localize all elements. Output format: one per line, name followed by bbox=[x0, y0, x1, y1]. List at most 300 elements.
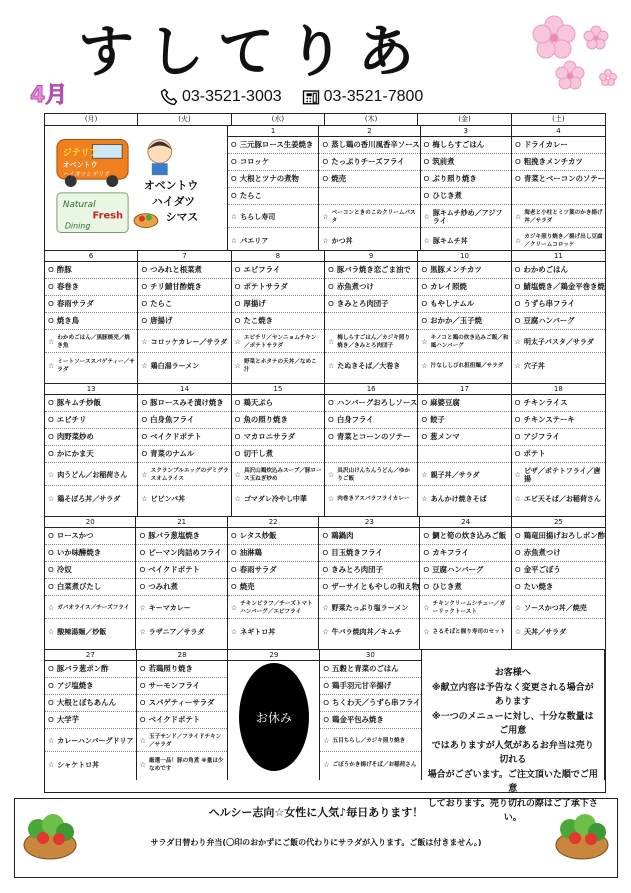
menu-item[interactable] bbox=[232, 279, 324, 296]
menu-item[interactable] bbox=[512, 562, 605, 579]
menu-item-label: ひじき煮 bbox=[432, 191, 462, 200]
set-menu[interactable] bbox=[45, 596, 135, 619]
set-menu[interactable] bbox=[232, 353, 324, 376]
set-menu[interactable] bbox=[512, 228, 605, 251]
set-menu[interactable] bbox=[136, 596, 226, 619]
set-menu[interactable] bbox=[418, 353, 510, 376]
menu-item-label: かにかま天 bbox=[56, 449, 94, 458]
day-cell bbox=[232, 251, 325, 383]
set-menu[interactable] bbox=[325, 330, 417, 353]
menu-item[interactable] bbox=[325, 446, 417, 463]
star-icon: ☆ bbox=[328, 338, 335, 346]
menu-item[interactable] bbox=[138, 262, 230, 279]
set-menu[interactable] bbox=[228, 596, 318, 619]
set-menu[interactable] bbox=[232, 486, 324, 509]
menu-item[interactable] bbox=[137, 661, 228, 678]
set-menu[interactable] bbox=[228, 619, 318, 642]
menu-item-label: 冷奴 bbox=[56, 565, 72, 574]
menu-item[interactable] bbox=[45, 296, 137, 313]
menu-item[interactable] bbox=[228, 545, 318, 562]
menu-item[interactable] bbox=[512, 395, 605, 412]
star-icon: ☆ bbox=[421, 338, 428, 346]
menu-item[interactable] bbox=[420, 579, 510, 596]
day-number: 14 bbox=[138, 384, 230, 395]
footer-headline: ヘルシー志向☆女性に人気♪毎日あります！ bbox=[208, 806, 424, 819]
set-menu-label: 玉子サンド／フライドチキン／サラダ bbox=[149, 734, 222, 748]
star-icon: ☆ bbox=[423, 604, 430, 612]
menu-item[interactable] bbox=[421, 188, 511, 205]
menu-item[interactable] bbox=[45, 712, 136, 729]
menu-item-label: 豆腐ハンバーグ bbox=[432, 565, 484, 574]
set-menu-label: ごぼうかき揚げそば／お稲荷さん bbox=[332, 761, 417, 768]
item-mark: O bbox=[48, 265, 54, 274]
day-number: 27 bbox=[45, 650, 136, 661]
menu-item-label: ロースかつ bbox=[56, 531, 94, 540]
set-menu[interactable] bbox=[418, 486, 510, 509]
item-mark: O bbox=[423, 191, 430, 200]
set-menu[interactable] bbox=[420, 619, 510, 642]
day-cell bbox=[418, 251, 511, 383]
menu-item-label: いか味醂焼き bbox=[56, 548, 102, 557]
item-mark: O bbox=[423, 531, 430, 540]
menu-item-label: 青菜とコーンのソテー bbox=[336, 432, 411, 441]
day-cell bbox=[45, 251, 138, 383]
set-menu[interactable] bbox=[325, 353, 417, 376]
set-menu[interactable] bbox=[420, 596, 510, 619]
day-number: 8 bbox=[232, 251, 324, 262]
set-menu-label: ちらし寿司 bbox=[240, 213, 276, 221]
menu-item[interactable] bbox=[319, 528, 419, 545]
menu-item[interactable] bbox=[319, 154, 419, 171]
set-menu[interactable] bbox=[232, 463, 324, 486]
item-mark: O bbox=[328, 398, 334, 407]
set-menu-label: シャケトロ丼 bbox=[57, 760, 100, 769]
set-menu[interactable] bbox=[228, 228, 318, 251]
menu-item-label: ポテト bbox=[523, 449, 546, 458]
menu-item[interactable] bbox=[512, 262, 605, 279]
menu-item[interactable] bbox=[232, 412, 324, 429]
menu-item[interactable] bbox=[138, 279, 230, 296]
menu-item[interactable] bbox=[45, 279, 137, 296]
menu-item[interactable] bbox=[45, 562, 135, 579]
set-menu[interactable] bbox=[421, 228, 511, 251]
item-mark: O bbox=[323, 715, 330, 724]
item-mark: O bbox=[322, 548, 329, 557]
menu-item-label: 鶏竜田揚げおろしポン酢 bbox=[523, 531, 605, 540]
menu-item[interactable] bbox=[512, 579, 605, 596]
set-menu-label: ビビンバ丼 bbox=[150, 494, 186, 503]
tel-number[interactable] bbox=[160, 88, 282, 106]
tagline-text: ハイダツ bbox=[151, 194, 195, 208]
menu-item-label: たらこ bbox=[150, 299, 173, 308]
day-cell bbox=[512, 126, 605, 251]
menu-item[interactable] bbox=[512, 313, 605, 330]
menu-item[interactable] bbox=[512, 188, 605, 205]
set-menu[interactable] bbox=[138, 463, 230, 486]
set-menu[interactable] bbox=[418, 463, 510, 486]
menu-item[interactable] bbox=[421, 154, 511, 171]
item-mark: O bbox=[423, 157, 430, 166]
menu-item[interactable] bbox=[137, 695, 228, 712]
fax-icon bbox=[302, 88, 320, 106]
menu-item[interactable] bbox=[138, 313, 230, 330]
day-number: 9 bbox=[325, 251, 417, 262]
menu-item[interactable] bbox=[232, 296, 324, 313]
menu-item[interactable] bbox=[228, 188, 318, 205]
menu-item[interactable] bbox=[45, 545, 135, 562]
item-mark: O bbox=[139, 565, 146, 574]
menu-item-label: 赤魚煮つけ bbox=[336, 282, 374, 291]
star-icon: ☆ bbox=[230, 213, 238, 221]
set-menu[interactable] bbox=[418, 330, 510, 353]
item-mark: O bbox=[48, 398, 54, 407]
menu-item-label: たらこ bbox=[239, 191, 262, 200]
calendar-week bbox=[45, 251, 605, 384]
item-mark: O bbox=[328, 265, 334, 274]
day-cell bbox=[512, 517, 605, 649]
menu-item[interactable] bbox=[45, 446, 137, 463]
contact-info bbox=[160, 88, 423, 106]
phone-icon bbox=[160, 88, 178, 106]
day-cell bbox=[325, 251, 418, 383]
set-menu[interactable] bbox=[45, 353, 137, 376]
day-number: 20 bbox=[45, 517, 135, 528]
item-mark: O bbox=[48, 715, 54, 724]
item-mark: O bbox=[139, 715, 146, 724]
menu-item[interactable] bbox=[420, 545, 510, 562]
menu-item[interactable] bbox=[319, 188, 419, 205]
menu-item[interactable] bbox=[45, 395, 137, 412]
menu-item[interactable] bbox=[319, 137, 419, 154]
menu-item-label: 金平ごぼう bbox=[523, 565, 561, 574]
set-menu-label: ピザ／ポテトフライ／唐揚 bbox=[523, 467, 601, 483]
set-menu[interactable] bbox=[232, 330, 324, 353]
item-mark: O bbox=[141, 299, 148, 308]
star-icon: ☆ bbox=[234, 338, 241, 346]
item-mark: O bbox=[48, 316, 54, 325]
menu-item[interactable] bbox=[319, 171, 419, 188]
page-title: すしてりあ bbox=[78, 20, 428, 85]
set-menu[interactable] bbox=[319, 205, 419, 228]
day-cell bbox=[418, 384, 511, 516]
item-mark: O bbox=[328, 282, 334, 291]
menu-item[interactable] bbox=[418, 412, 510, 429]
item-mark: O bbox=[48, 282, 54, 291]
menu-item-label: たい焼き bbox=[523, 582, 554, 591]
item-mark: O bbox=[514, 432, 521, 441]
menu-item[interactable] bbox=[512, 171, 605, 188]
star-icon: ☆ bbox=[48, 604, 55, 612]
set-menu-label: 五目ちらし／カジキ照り焼き bbox=[332, 738, 406, 744]
menu-item[interactable] bbox=[319, 545, 419, 562]
weekday-thu: (木) bbox=[325, 114, 418, 125]
menu-item[interactable] bbox=[136, 545, 226, 562]
menu-item[interactable] bbox=[418, 446, 510, 463]
day-number: 25 bbox=[512, 517, 605, 528]
menu-item-label: 麻婆豆腐 bbox=[430, 398, 460, 407]
menu-item-label: 若鶏照り焼き bbox=[148, 664, 193, 673]
day-number: 18 bbox=[512, 384, 605, 395]
menu-item[interactable] bbox=[512, 154, 605, 171]
menu-item[interactable] bbox=[320, 695, 420, 712]
menu-item-label: エビチリ bbox=[56, 415, 87, 424]
set-menu[interactable] bbox=[325, 463, 417, 486]
menu-item[interactable] bbox=[319, 579, 419, 596]
menu-item[interactable] bbox=[512, 446, 605, 463]
star-icon: ☆ bbox=[514, 338, 521, 346]
set-menu[interactable] bbox=[45, 486, 137, 509]
menu-item[interactable] bbox=[232, 429, 324, 446]
set-menu-label: 肉巻きアスパラフライカレー bbox=[337, 495, 410, 502]
set-menu[interactable] bbox=[136, 619, 226, 642]
set-menu[interactable] bbox=[138, 486, 230, 509]
menu-item-label: ドライカレー bbox=[523, 140, 568, 149]
menu-item[interactable] bbox=[228, 579, 318, 596]
set-menu[interactable] bbox=[512, 486, 605, 509]
menu-item[interactable] bbox=[45, 579, 135, 596]
star-icon: ☆ bbox=[48, 760, 55, 769]
fax-number[interactable] bbox=[302, 88, 424, 106]
set-menu-label: 豚キムチ炒め／アジフライ bbox=[432, 209, 503, 225]
star-icon: ☆ bbox=[139, 604, 146, 612]
day-number: 22 bbox=[228, 517, 318, 528]
menu-item[interactable] bbox=[137, 712, 228, 729]
menu-item[interactable] bbox=[421, 171, 511, 188]
star-icon: ☆ bbox=[230, 236, 238, 245]
menu-item-label: 切干し煮 bbox=[243, 449, 274, 458]
set-menu[interactable] bbox=[512, 205, 605, 228]
day-cell bbox=[320, 650, 421, 780]
menu-item-label: つみれ煮 bbox=[148, 582, 178, 591]
menu-item[interactable] bbox=[325, 412, 417, 429]
item-mark: O bbox=[514, 415, 521, 424]
set-menu[interactable] bbox=[512, 596, 605, 619]
set-menu[interactable] bbox=[421, 205, 511, 228]
set-menu-label: 天丼／サラダ bbox=[524, 627, 567, 636]
menu-item[interactable] bbox=[136, 528, 226, 545]
menu-item[interactable] bbox=[228, 528, 318, 545]
menu-item[interactable] bbox=[512, 412, 605, 429]
set-menu[interactable] bbox=[320, 752, 420, 775]
weekday-fri: (金) bbox=[418, 114, 511, 125]
menu-item[interactable] bbox=[325, 279, 417, 296]
star-icon: ☆ bbox=[322, 604, 329, 612]
menu-item[interactable] bbox=[228, 562, 318, 579]
set-menu[interactable] bbox=[512, 463, 605, 486]
item-mark: O bbox=[421, 432, 428, 441]
day-number: 11 bbox=[512, 251, 605, 262]
item-mark: O bbox=[322, 531, 329, 540]
star-icon: ☆ bbox=[139, 737, 147, 745]
menu-item[interactable] bbox=[45, 678, 136, 695]
star-icon: ☆ bbox=[48, 494, 55, 503]
menu-item[interactable] bbox=[421, 137, 511, 154]
set-menu-label: ソースかつ丼／焼売 bbox=[524, 604, 587, 612]
day-number: 7 bbox=[138, 251, 230, 262]
set-menu-label: 海老と小柱とミツ葉のかき揚げ丼／サラダ bbox=[524, 210, 603, 224]
menu-item[interactable] bbox=[320, 661, 420, 678]
set-menu-label: ラザニア／サラダ bbox=[148, 627, 205, 636]
set-menu[interactable] bbox=[512, 353, 605, 376]
star-icon: ☆ bbox=[48, 627, 55, 636]
menu-item[interactable] bbox=[138, 412, 230, 429]
menu-item[interactable] bbox=[420, 562, 510, 579]
menu-item[interactable] bbox=[137, 678, 228, 695]
set-menu[interactable] bbox=[45, 752, 136, 775]
menu-item[interactable] bbox=[45, 528, 135, 545]
item-mark: O bbox=[139, 698, 146, 707]
menu-item[interactable] bbox=[325, 429, 417, 446]
menu-item[interactable] bbox=[418, 262, 510, 279]
item-mark: O bbox=[421, 299, 428, 308]
menu-item[interactable] bbox=[512, 296, 605, 313]
day-cell bbox=[512, 251, 605, 383]
day-cell bbox=[228, 126, 319, 251]
item-mark: O bbox=[514, 565, 521, 574]
set-menu[interactable] bbox=[320, 729, 420, 752]
menu-item[interactable] bbox=[418, 395, 510, 412]
menu-item-label: 黒豚メンチカツ bbox=[430, 265, 482, 274]
set-menu[interactable] bbox=[325, 486, 417, 509]
menu-item[interactable] bbox=[138, 429, 230, 446]
menu-item[interactable] bbox=[418, 296, 510, 313]
set-menu[interactable] bbox=[138, 330, 230, 353]
menu-item[interactable] bbox=[45, 262, 137, 279]
menu-item[interactable] bbox=[45, 412, 137, 429]
menu-item[interactable] bbox=[420, 528, 510, 545]
set-menu[interactable] bbox=[319, 228, 419, 251]
day-number: 13 bbox=[45, 384, 137, 395]
item-mark: O bbox=[234, 449, 241, 458]
menu-item-label: アジ塩焼き bbox=[56, 681, 94, 690]
menu-item[interactable] bbox=[320, 678, 420, 695]
menu-item[interactable] bbox=[418, 429, 510, 446]
menu-item[interactable] bbox=[319, 562, 419, 579]
menu-item[interactable] bbox=[418, 313, 510, 330]
set-menu[interactable] bbox=[512, 619, 605, 642]
day-number: 23 bbox=[319, 517, 419, 528]
menu-item-label: 梅しらすごはん bbox=[432, 140, 485, 149]
menu-item[interactable] bbox=[232, 395, 324, 412]
menu-item[interactable] bbox=[45, 661, 136, 678]
star-icon: ☆ bbox=[514, 604, 522, 612]
star-icon: ☆ bbox=[230, 604, 238, 612]
menu-item-label: 三元豚ロース生姜焼き bbox=[239, 140, 314, 149]
set-menu[interactable] bbox=[138, 353, 230, 376]
set-menu[interactable] bbox=[45, 619, 135, 642]
set-menu-label: 具沢山けんちんうどん／ゆかりご飯 bbox=[337, 468, 411, 482]
item-mark: O bbox=[423, 582, 430, 591]
menu-item[interactable] bbox=[418, 279, 510, 296]
day-number: 3 bbox=[421, 126, 511, 137]
item-mark: O bbox=[421, 398, 428, 407]
item-mark: O bbox=[514, 449, 521, 458]
set-menu-label: 牛バラ焼肉丼／キムチ bbox=[331, 627, 402, 636]
day-number: 1 bbox=[228, 126, 318, 137]
menu-item[interactable] bbox=[136, 562, 226, 579]
star-icon: ☆ bbox=[322, 236, 329, 245]
menu-item-label: 焼売 bbox=[239, 582, 255, 591]
menu-item[interactable] bbox=[512, 528, 605, 545]
header bbox=[0, 0, 631, 122]
item-mark: O bbox=[514, 398, 521, 407]
menu-item[interactable] bbox=[138, 446, 230, 463]
menu-item[interactable] bbox=[232, 313, 324, 330]
day-number: 6 bbox=[45, 251, 137, 262]
menu-item[interactable] bbox=[136, 579, 226, 596]
menu-item-label: 鶏天ぷら bbox=[243, 398, 274, 407]
menu-item-label: 蒸し鶏の香川風香辛ソース bbox=[331, 140, 420, 149]
menu-item[interactable] bbox=[325, 395, 417, 412]
menu-item[interactable] bbox=[138, 395, 230, 412]
item-mark: O bbox=[230, 582, 237, 591]
set-menu-label: 野菜とホタテの天丼／なめこ汁 bbox=[243, 358, 317, 373]
item-mark: O bbox=[514, 316, 521, 325]
menu-item[interactable] bbox=[228, 137, 318, 154]
menu-item[interactable] bbox=[512, 137, 605, 154]
set-menu[interactable] bbox=[319, 619, 419, 642]
set-menu[interactable] bbox=[45, 729, 136, 752]
menu-item-label: 鶏手羽元甘辛揚げ bbox=[332, 681, 392, 690]
menu-item[interactable] bbox=[512, 279, 605, 296]
menu-item-label: 魚の照り焼き bbox=[243, 415, 288, 424]
menu-item[interactable] bbox=[325, 313, 417, 330]
item-mark: O bbox=[514, 582, 521, 591]
menu-item[interactable] bbox=[45, 695, 136, 712]
menu-item[interactable] bbox=[232, 262, 324, 279]
set-menu[interactable] bbox=[45, 330, 137, 353]
menu-item-label: わかめごはん bbox=[523, 265, 568, 274]
menu-item[interactable] bbox=[320, 712, 420, 729]
menu-item[interactable] bbox=[45, 313, 137, 330]
menu-item[interactable] bbox=[512, 545, 605, 562]
item-mark: O bbox=[139, 681, 146, 690]
set-menu[interactable] bbox=[319, 596, 419, 619]
star-icon: ☆ bbox=[48, 471, 55, 479]
set-menu[interactable] bbox=[45, 463, 137, 486]
item-mark: O bbox=[139, 531, 146, 540]
menu-item-label: たこ焼き bbox=[243, 316, 274, 325]
menu-item[interactable] bbox=[228, 154, 318, 171]
menu-item[interactable] bbox=[232, 446, 324, 463]
item-mark: O bbox=[514, 282, 521, 291]
set-menu[interactable] bbox=[137, 729, 228, 752]
item-mark: O bbox=[322, 157, 329, 166]
set-menu[interactable] bbox=[228, 205, 318, 228]
menu-item[interactable] bbox=[325, 262, 417, 279]
weekday-sat: (土) bbox=[552, 115, 565, 123]
set-menu[interactable] bbox=[512, 330, 605, 353]
star-icon: ☆ bbox=[514, 471, 521, 479]
item-mark: O bbox=[234, 398, 241, 407]
item-mark: O bbox=[328, 299, 334, 308]
menu-item[interactable] bbox=[138, 296, 230, 313]
menu-item[interactable] bbox=[228, 171, 318, 188]
menu-item[interactable] bbox=[512, 429, 605, 446]
menu-item-label: 焼売 bbox=[331, 174, 347, 183]
set-menu-label: たぬきそば／大巻き bbox=[337, 361, 401, 370]
set-menu-label: かつ丼 bbox=[331, 236, 353, 245]
set-menu[interactable] bbox=[137, 752, 228, 775]
menu-item[interactable] bbox=[45, 429, 137, 446]
menu-item[interactable] bbox=[325, 296, 417, 313]
set-menu-label: ミートソーススパゲティー／サラダ bbox=[57, 358, 135, 373]
menu-item-label: マカロニサラダ bbox=[243, 432, 296, 441]
set-menu-label: スクランブルエッグのデミグラスオムライス bbox=[150, 468, 229, 482]
menu-item-label: 豚バラ葱ポン酢 bbox=[56, 664, 109, 673]
set-menu-label: キーマカレー bbox=[148, 604, 191, 612]
item-mark: O bbox=[139, 582, 146, 591]
